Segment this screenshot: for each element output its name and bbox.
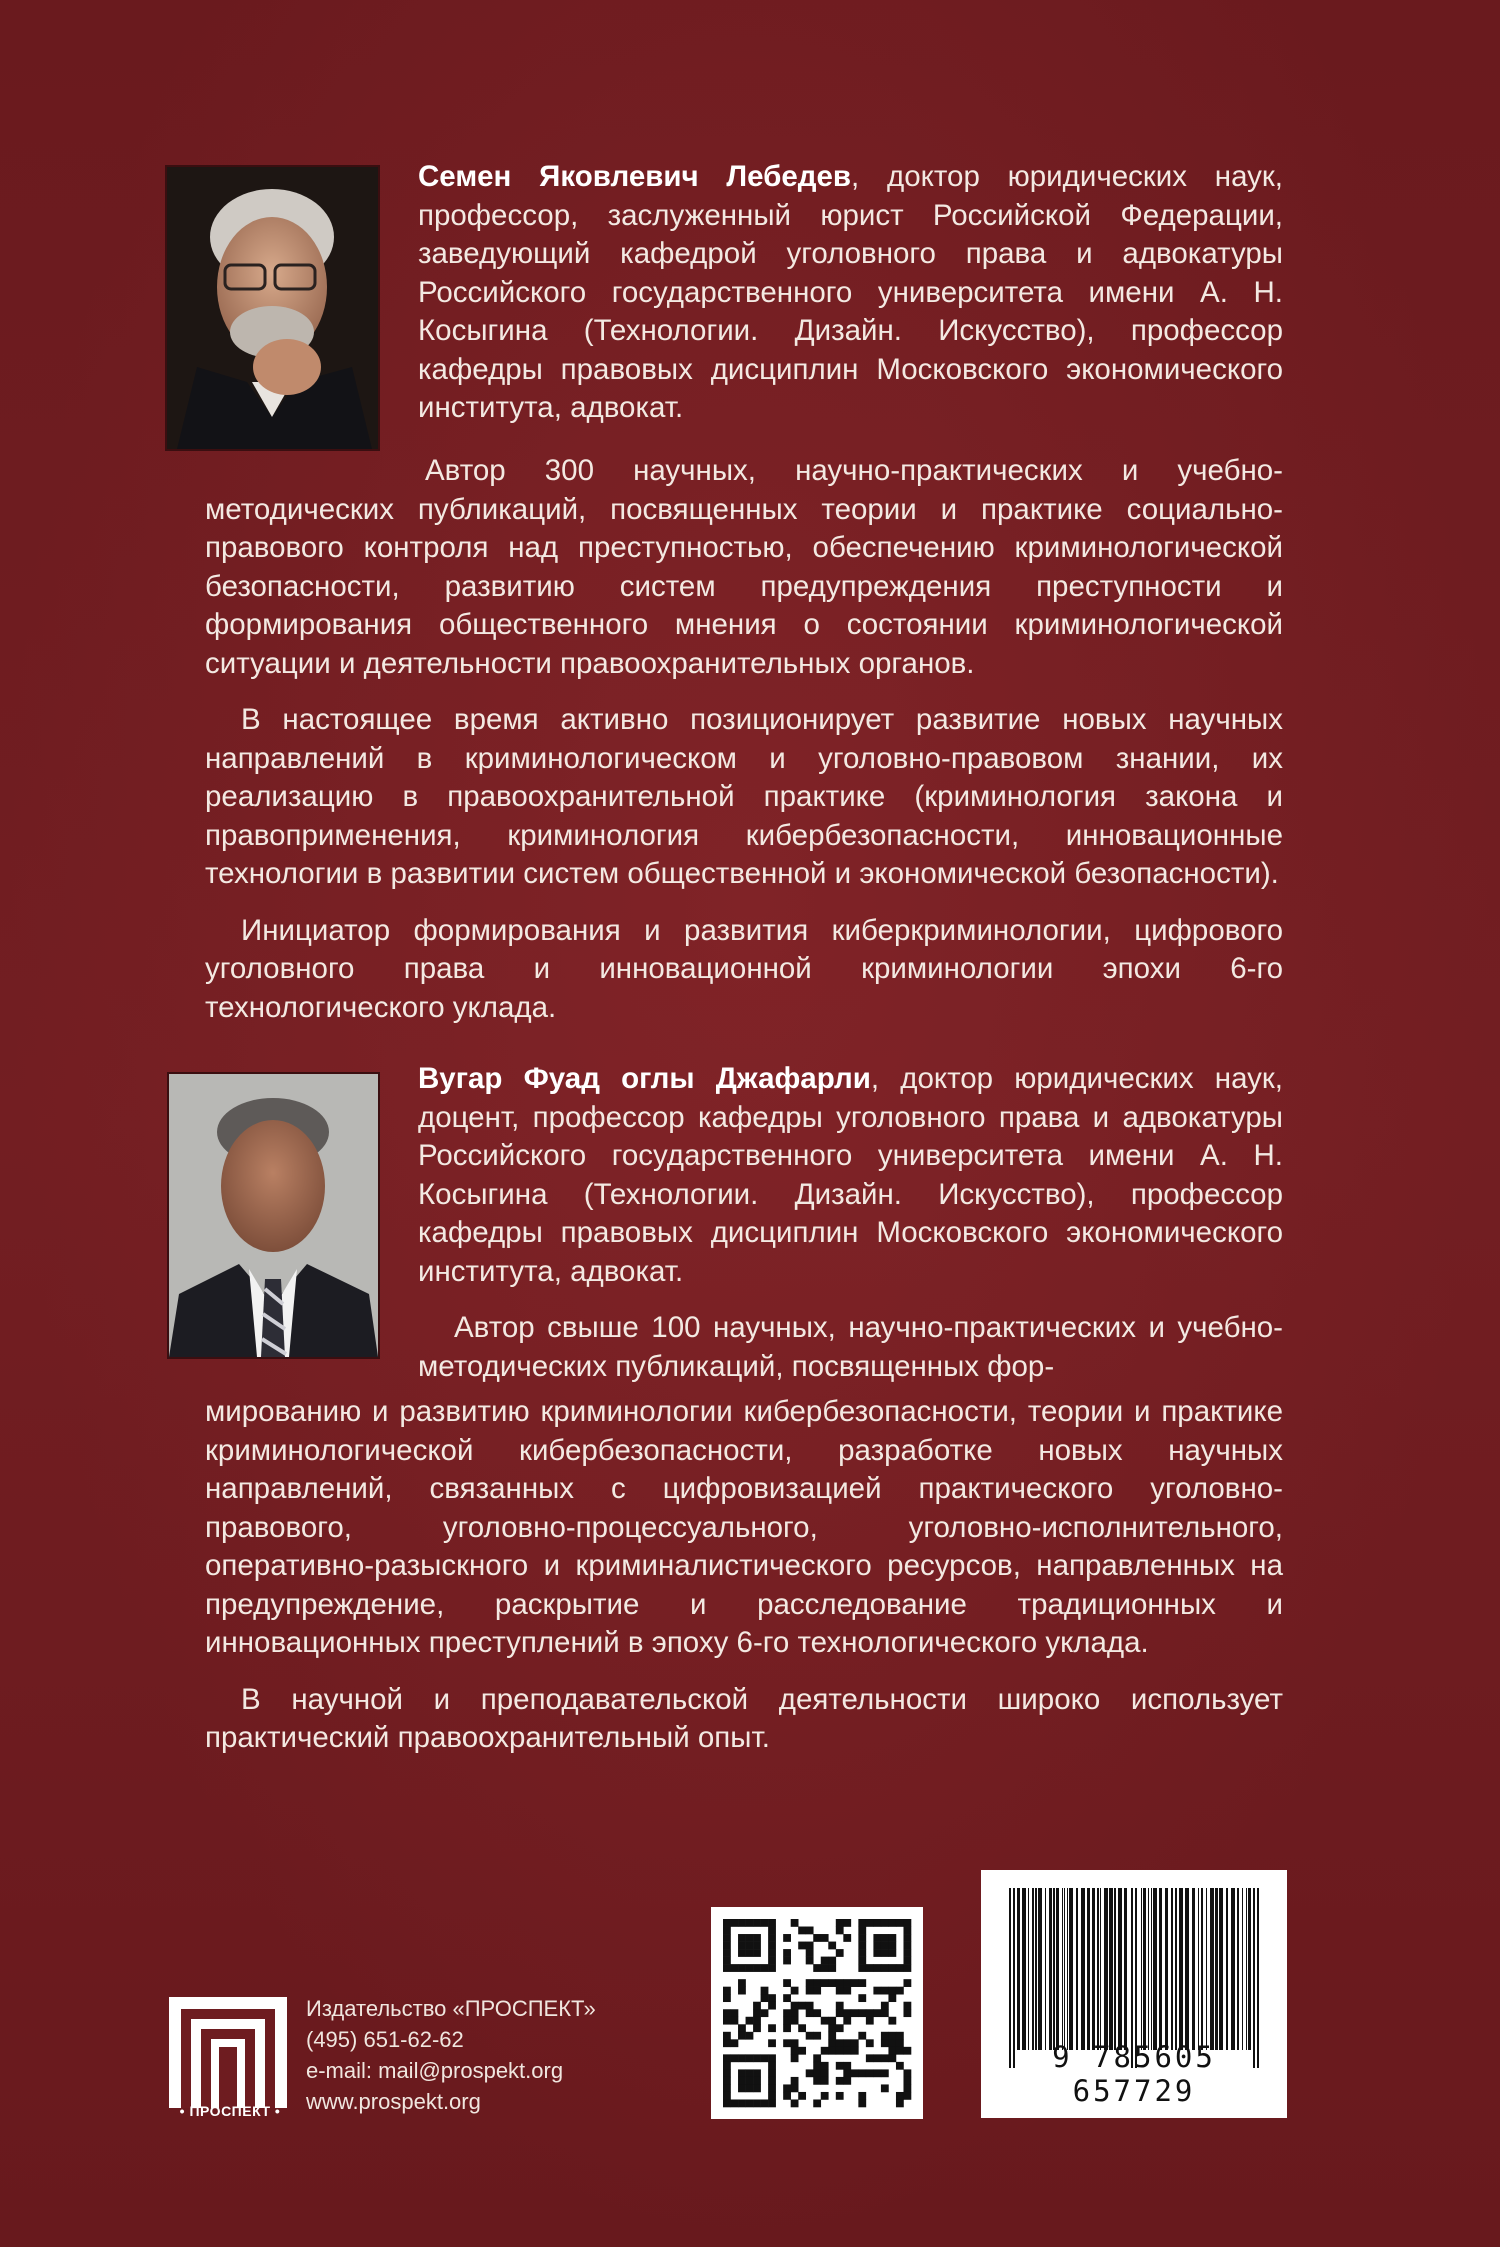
author1-paragraph-directions: В настоящее время активно позиционирует развитие новых научных направлений в криминологическом и уголовно-правовом знании, их реализацию в правоохранительной практике (криминология закона и правоприменения, криминология кибербезопасности, инновационные технологии в развитии систем общественной и экономической безопасности). (205, 703, 1283, 890)
publisher-phone: (495) 651-62-62 (306, 2027, 464, 2052)
author1-intro-text: , доктор юридических наук, профессор, заслуженный юрист Российской Федерации, заведующий кафедрой уголовного права и адвокатуры Российского государственного университета имени А. Н. Косыгина (Технологии. Дизайн. Искусство), профессор кафедры правовых дисциплин Московского экономического института, адвокат. (418, 160, 1284, 424)
publisher-website: www.prospekt.org (306, 2089, 481, 2114)
author1-bio (205, 452, 1283, 1027)
author2-paragraph-experience: В научной и преподавательской деятельности широко использует практический правоохранительный опыт. (205, 1682, 1283, 1754)
author2-intro (418, 1060, 1283, 1386)
author1-name: Семен Яковлевич Лебедев (418, 160, 852, 193)
author1-photo (165, 165, 380, 451)
publisher-logo-caption: • ПРОСПЕКТ • (179, 2103, 281, 2119)
author1-portrait-image (167, 167, 378, 449)
author1-paragraph-publications: Автор 300 научных, научно-практических и учебно-методических публикаций, посвященных теории и практике социально-правового контроля над преступностью, обеспечению криминологической безопасности, развитию систем предупреждения преступности и формирования общественного мнения о состоянии криминологической ситуации и деятельности правоохранительных органов. (205, 454, 1283, 680)
author2-photo (167, 1072, 380, 1359)
author2-name: Вугар Фуад оглы Джафарли (418, 1062, 871, 1095)
author2-intro-text: , доктор юридических наук, доцент, профессор кафедры уголовного права и адвокатуры Российского государственного университета имени А. Н. Косыгина (Технологии. Дизайн. Искусство), профессор кафедры правовых дисциплин Московского экономического института, адвокат. (418, 1062, 1284, 1288)
isbn-barcode (981, 1870, 1287, 2118)
author2-paragraph-publications-end: мированию и развитию криминологии кибербезопасности, теории и практике криминологической кибербезопасности, разработке новых научных направлений, связанных с цифровизацией практического уголовно-правового, уголовно-процессуального, уголовно-исполнительного, оперативно-разыскного и криминалистического ресурсов, направленных на предупреждение, раскрытие и расследование традиционных и инновационных преступлений в эпоху 6-го технологического уклада. (205, 1395, 1283, 1659)
publisher-logo (167, 1995, 289, 2110)
author2-paragraph-publications-start: Автор свыше 100 научных, научно-практических и учебно-методических публикаций, посвященных фор- (418, 1311, 1283, 1383)
publisher-name: Издательство «ПРОСПЕКТ» (306, 1996, 596, 2021)
author1-intro (418, 158, 1283, 428)
author2-bio (205, 1393, 1283, 1758)
publisher-info (306, 1993, 596, 2117)
qr-code (711, 1907, 923, 2119)
author2-portrait-image (169, 1074, 378, 1357)
author1-paragraph-initiator: Инициатор формирования и развития киберкриминологии, цифрового уголовного права и инновационной криминологии эпохи 6-го технологического уклада. (205, 913, 1283, 1024)
isbn-number: 9 785605 657729 (1052, 2040, 1216, 2108)
publisher-email: e-mail: mail@prospekt.org (306, 2058, 564, 2083)
